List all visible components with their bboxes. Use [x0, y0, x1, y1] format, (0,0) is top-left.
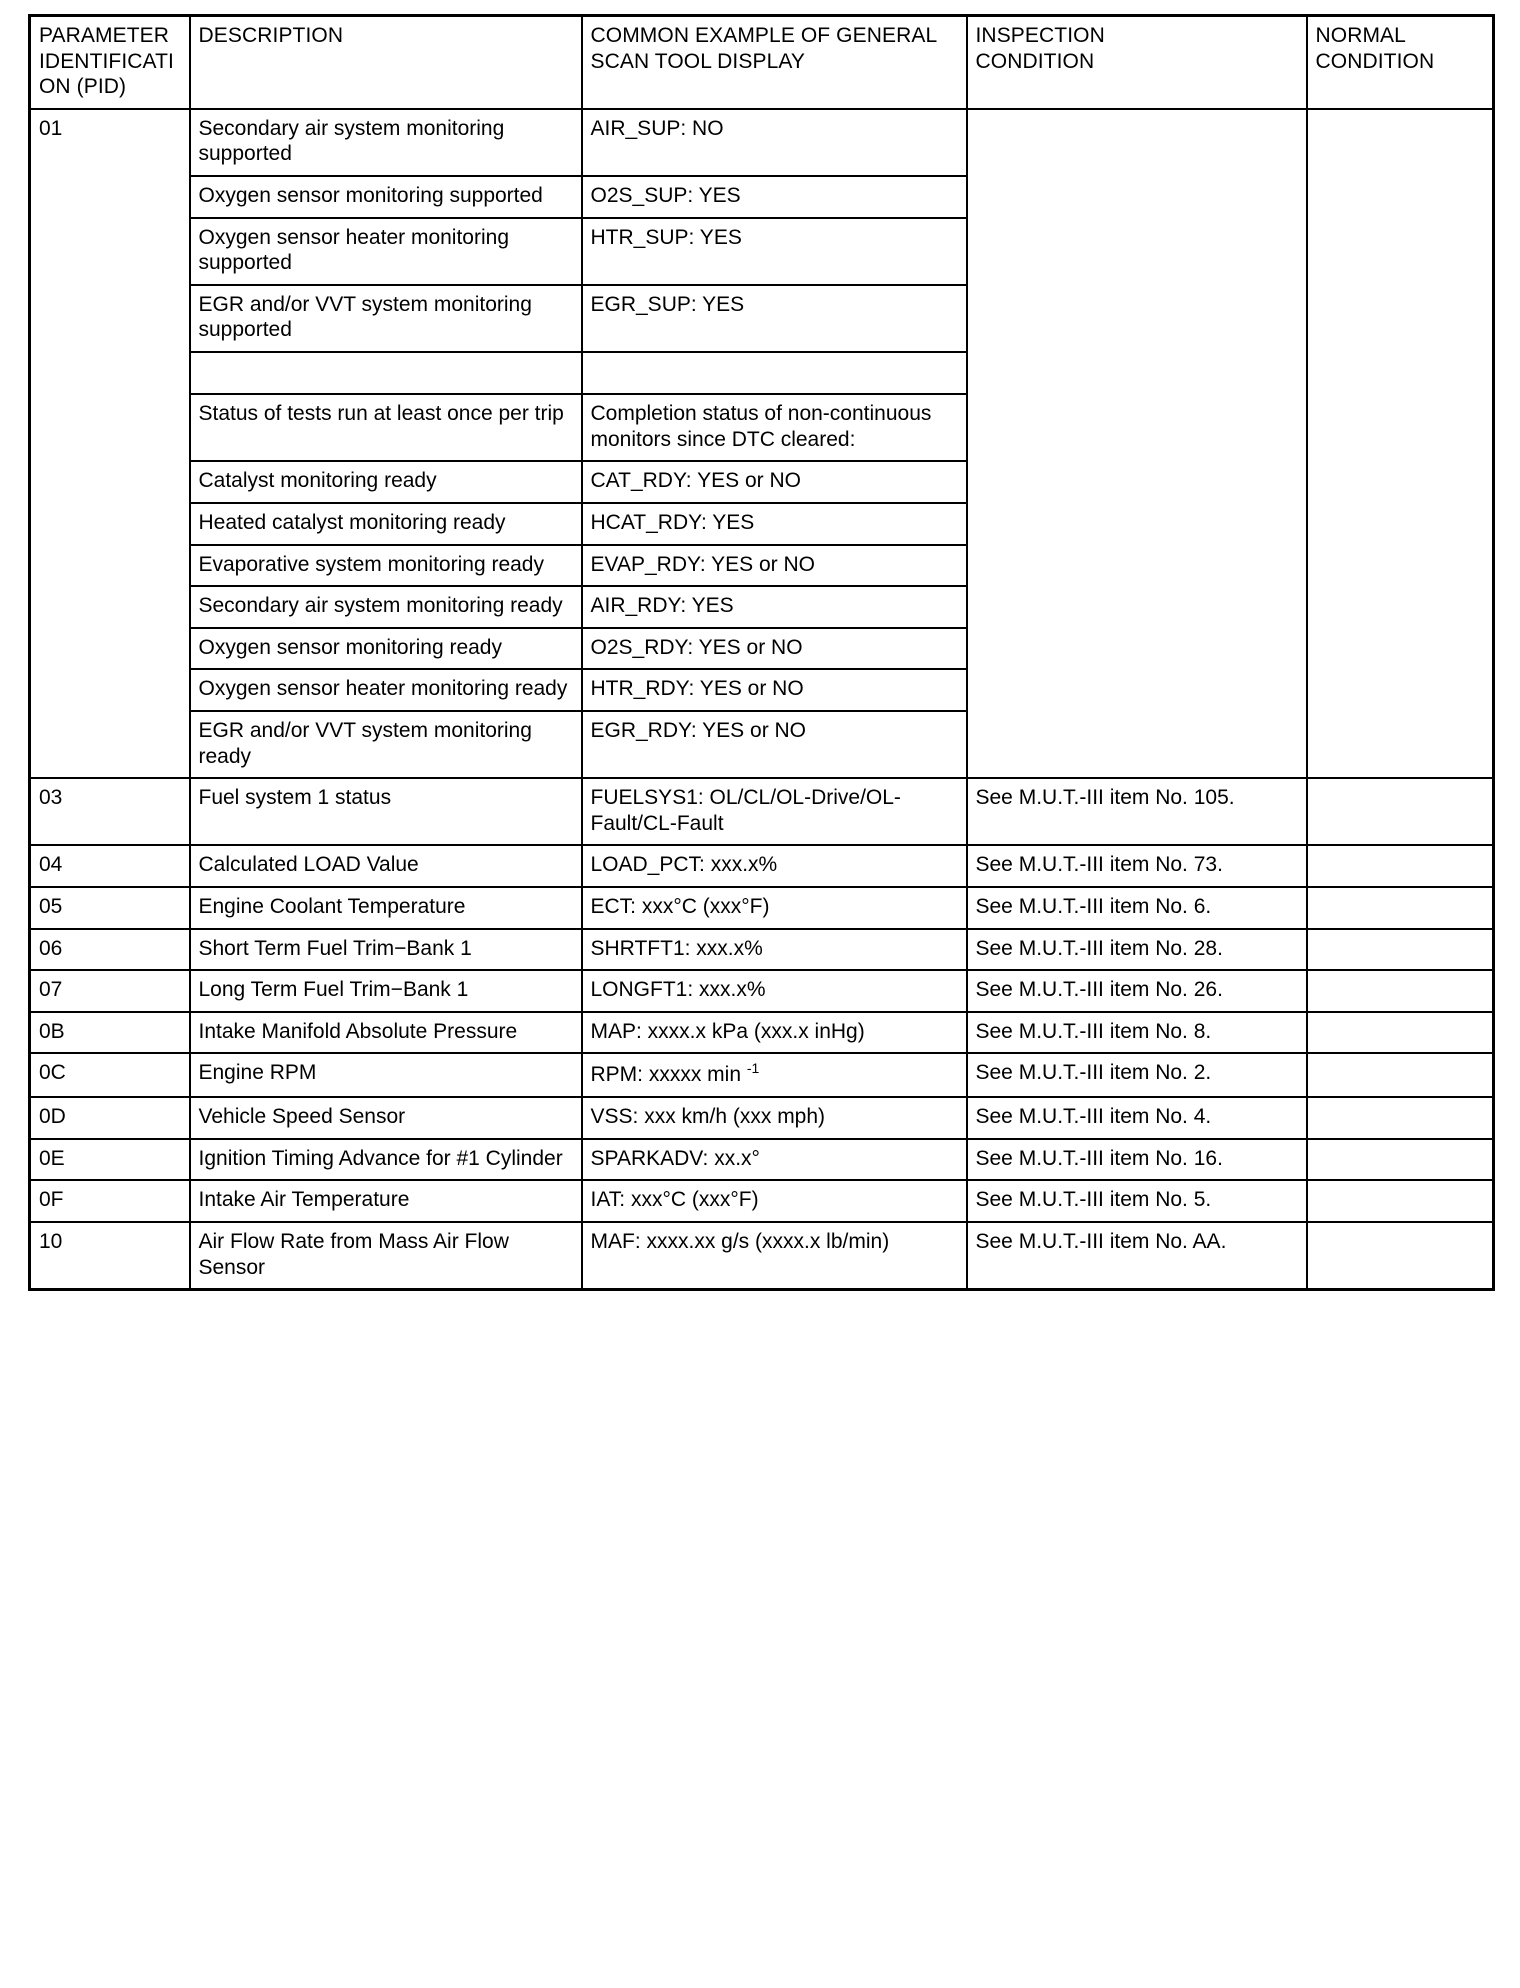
table-row	[30, 1053, 1494, 1097]
cell-normal-condition	[1307, 109, 1494, 778]
cell-pid: 0E	[30, 1139, 190, 1181]
cell-scan-display: AIR_SUP: NO	[582, 109, 967, 176]
cell-scan-display: VSS: xxx km/h (xxx mph)	[582, 1097, 967, 1139]
column-header-inspection-line2: CONDITION	[975, 49, 1095, 73]
cell-description: Evaporative system monitoring ready	[190, 545, 582, 587]
cell-scan-display: ECT: xxx°C (xxx°F)	[582, 887, 967, 929]
cell-inspection-condition: See M.U.T.-III item No. 5.	[967, 1180, 1307, 1222]
cell-scan-display: HTR_RDY: YES or NO	[582, 669, 967, 711]
cell-inspection-condition: See M.U.T.-III item No. 28.	[967, 929, 1307, 971]
column-header-pid-line2: IDENTIFICATI	[39, 49, 174, 73]
cell-inspection-condition: See M.U.T.-III item No. 6.	[967, 887, 1307, 929]
cell-description: Short Term Fuel Trim−Bank 1	[190, 929, 582, 971]
cell-normal-condition	[1307, 1180, 1494, 1222]
table-row	[30, 778, 1494, 845]
cell-pid: 05	[30, 887, 190, 929]
cell-normal-condition	[1307, 778, 1494, 845]
cell-description: Intake Manifold Absolute Pressure	[190, 1012, 582, 1054]
cell-description: Oxygen sensor heater monitoring supported	[190, 218, 582, 285]
cell-scan-display: AIR_RDY: YES	[582, 586, 967, 628]
cell-scan-display: LOAD_PCT: xxx.x%	[582, 845, 967, 887]
cell-inspection-condition: See M.U.T.-III item No. 73.	[967, 845, 1307, 887]
column-header-pid	[30, 16, 190, 109]
cell-description: Secondary air system monitoring ready	[190, 586, 582, 628]
table-row	[30, 887, 1494, 929]
cell-pid: 10	[30, 1222, 190, 1290]
cell-scan-display-blank	[582, 352, 967, 394]
cell-description-blank	[190, 352, 582, 394]
cell-pid: 0F	[30, 1180, 190, 1222]
cell-scan-display: CAT_RDY: YES or NO	[582, 461, 967, 503]
cell-description: Secondary air system monitoring supported	[190, 109, 582, 176]
cell-normal-condition	[1307, 1222, 1494, 1290]
cell-description: Vehicle Speed Sensor	[190, 1097, 582, 1139]
cell-pid: 03	[30, 778, 190, 845]
cell-description: EGR and/or VVT system monitoring ready	[190, 711, 582, 778]
cell-description: Intake Air Temperature	[190, 1180, 582, 1222]
cell-normal-condition	[1307, 1097, 1494, 1139]
cell-normal-condition	[1307, 1053, 1494, 1097]
cell-description: Ignition Timing Advance for #1 Cylinder	[190, 1139, 582, 1181]
cell-description: Catalyst monitoring ready	[190, 461, 582, 503]
cell-description: Calculated LOAD Value	[190, 845, 582, 887]
column-header-normal-condition	[1307, 16, 1494, 109]
cell-scan-display: O2S_SUP: YES	[582, 176, 967, 218]
column-header-scan-tool-display	[582, 16, 967, 109]
column-header-pid-line1: PARAMETER	[39, 24, 170, 47]
cell-scan-display: SHRTFT1: xxx.x%	[582, 929, 967, 971]
cell-description: Engine Coolant Temperature	[190, 887, 582, 929]
table-row	[30, 1097, 1494, 1139]
cell-scan-display: HCAT_RDY: YES	[582, 503, 967, 545]
cell-description: Oxygen sensor heater monitoring ready	[190, 669, 582, 711]
column-header-scan-line2: SCAN TOOL DISPLAY	[590, 49, 805, 73]
cell-description: Air Flow Rate from Mass Air Flow Sensor	[190, 1222, 582, 1290]
cell-normal-condition	[1307, 887, 1494, 929]
cell-description: Oxygen sensor monitoring ready	[190, 628, 582, 670]
cell-pid: 06	[30, 929, 190, 971]
cell-scan-display: IAT: xxx°C (xxx°F)	[582, 1180, 967, 1222]
cell-pid: 01	[30, 109, 190, 778]
column-header-description-line1: DESCRIPTION	[198, 24, 344, 47]
cell-description: Heated catalyst monitoring ready	[190, 503, 582, 545]
pid-parameter-table	[28, 14, 1495, 1291]
cell-inspection-condition: See M.U.T.-III item No. AA.	[967, 1222, 1307, 1290]
cell-scan-display: MAP: xxxx.x kPa (xxx.x inHg)	[582, 1012, 967, 1054]
cell-inspection-condition: See M.U.T.-III item No. 8.	[967, 1012, 1307, 1054]
cell-pid: 0B	[30, 1012, 190, 1054]
cell-description: Oxygen sensor monitoring supported	[190, 176, 582, 218]
table-row	[30, 1139, 1494, 1181]
cell-scan-display: SPARKADV: xx.x°	[582, 1139, 967, 1181]
column-header-inspection-condition	[967, 16, 1307, 109]
cell-pid: 0D	[30, 1097, 190, 1139]
cell-scan-display: LONGFT1: xxx.x%	[582, 970, 967, 1012]
cell-inspection-condition: See M.U.T.-III item No. 2.	[967, 1053, 1307, 1097]
column-header-description	[190, 16, 582, 109]
column-header-scan-line1: COMMON EXAMPLE OF GENERAL	[590, 24, 938, 47]
cell-normal-condition	[1307, 845, 1494, 887]
table-row	[30, 929, 1494, 971]
column-header-inspection-line1: INSPECTION	[975, 24, 1105, 47]
cell-scan-display: EGR_SUP: YES	[582, 285, 967, 352]
cell-scan-display-text: RPM: xxxxx min $^{-1}$	[590, 1060, 760, 1087]
cell-scan-display: Completion status of non-continuous monitors since DTC cleared:	[582, 394, 967, 461]
cell-inspection-condition: See M.U.T.-III item No. 16.	[967, 1139, 1307, 1181]
cell-inspection-condition	[967, 109, 1307, 778]
cell-pid: 07	[30, 970, 190, 1012]
table-row	[30, 845, 1494, 887]
cell-inspection-condition: See M.U.T.-III item No. 105.	[967, 778, 1307, 845]
table-row	[30, 970, 1494, 1012]
cell-scan-display: EGR_RDY: YES or NO	[582, 711, 967, 778]
cell-scan-display: HTR_SUP: YES	[582, 218, 967, 285]
cell-scan-display: O2S_RDY: YES or NO	[582, 628, 967, 670]
table-row	[30, 1180, 1494, 1222]
table-header	[30, 16, 1494, 109]
cell-scan-display: MAF: xxxx.xx g/s (xxxx.x lb/min)	[582, 1222, 967, 1290]
cell-normal-condition	[1307, 929, 1494, 971]
cell-normal-condition	[1307, 1012, 1494, 1054]
column-header-pid-line3: ON (PID)	[39, 75, 127, 99]
table-row	[30, 1222, 1494, 1290]
table-row	[30, 1012, 1494, 1054]
cell-pid: 0C	[30, 1053, 190, 1097]
cell-normal-condition	[1307, 1139, 1494, 1181]
cell-pid: 04	[30, 845, 190, 887]
superscript-minus-one: -1	[746, 1060, 760, 1077]
cell-normal-condition	[1307, 970, 1494, 1012]
cell-description: Engine RPM	[190, 1053, 582, 1097]
table-body	[30, 109, 1494, 1290]
cell-scan-display: EVAP_RDY: YES or NO	[582, 545, 967, 587]
column-header-normal-line1: NORMAL	[1315, 24, 1406, 47]
cell-description: Fuel system 1 status	[190, 778, 582, 845]
cell-inspection-condition: See M.U.T.-III item No. 4.	[967, 1097, 1307, 1139]
table-header-row	[30, 16, 1494, 109]
cell-inspection-condition: See M.U.T.-III item No. 26.	[967, 970, 1307, 1012]
cell-scan-display	[582, 1053, 967, 1097]
cell-description: Long Term Fuel Trim−Bank 1	[190, 970, 582, 1012]
cell-description: Status of tests run at least once per trip	[190, 394, 582, 461]
column-header-normal-line2: CONDITION	[1315, 49, 1435, 73]
cell-scan-display: FUELSYS1: OL/CL/OL-Drive/OL-Fault/CL-Fault	[582, 778, 967, 845]
table-row	[30, 109, 1494, 176]
cell-description: EGR and/or VVT system monitoring supported	[190, 285, 582, 352]
